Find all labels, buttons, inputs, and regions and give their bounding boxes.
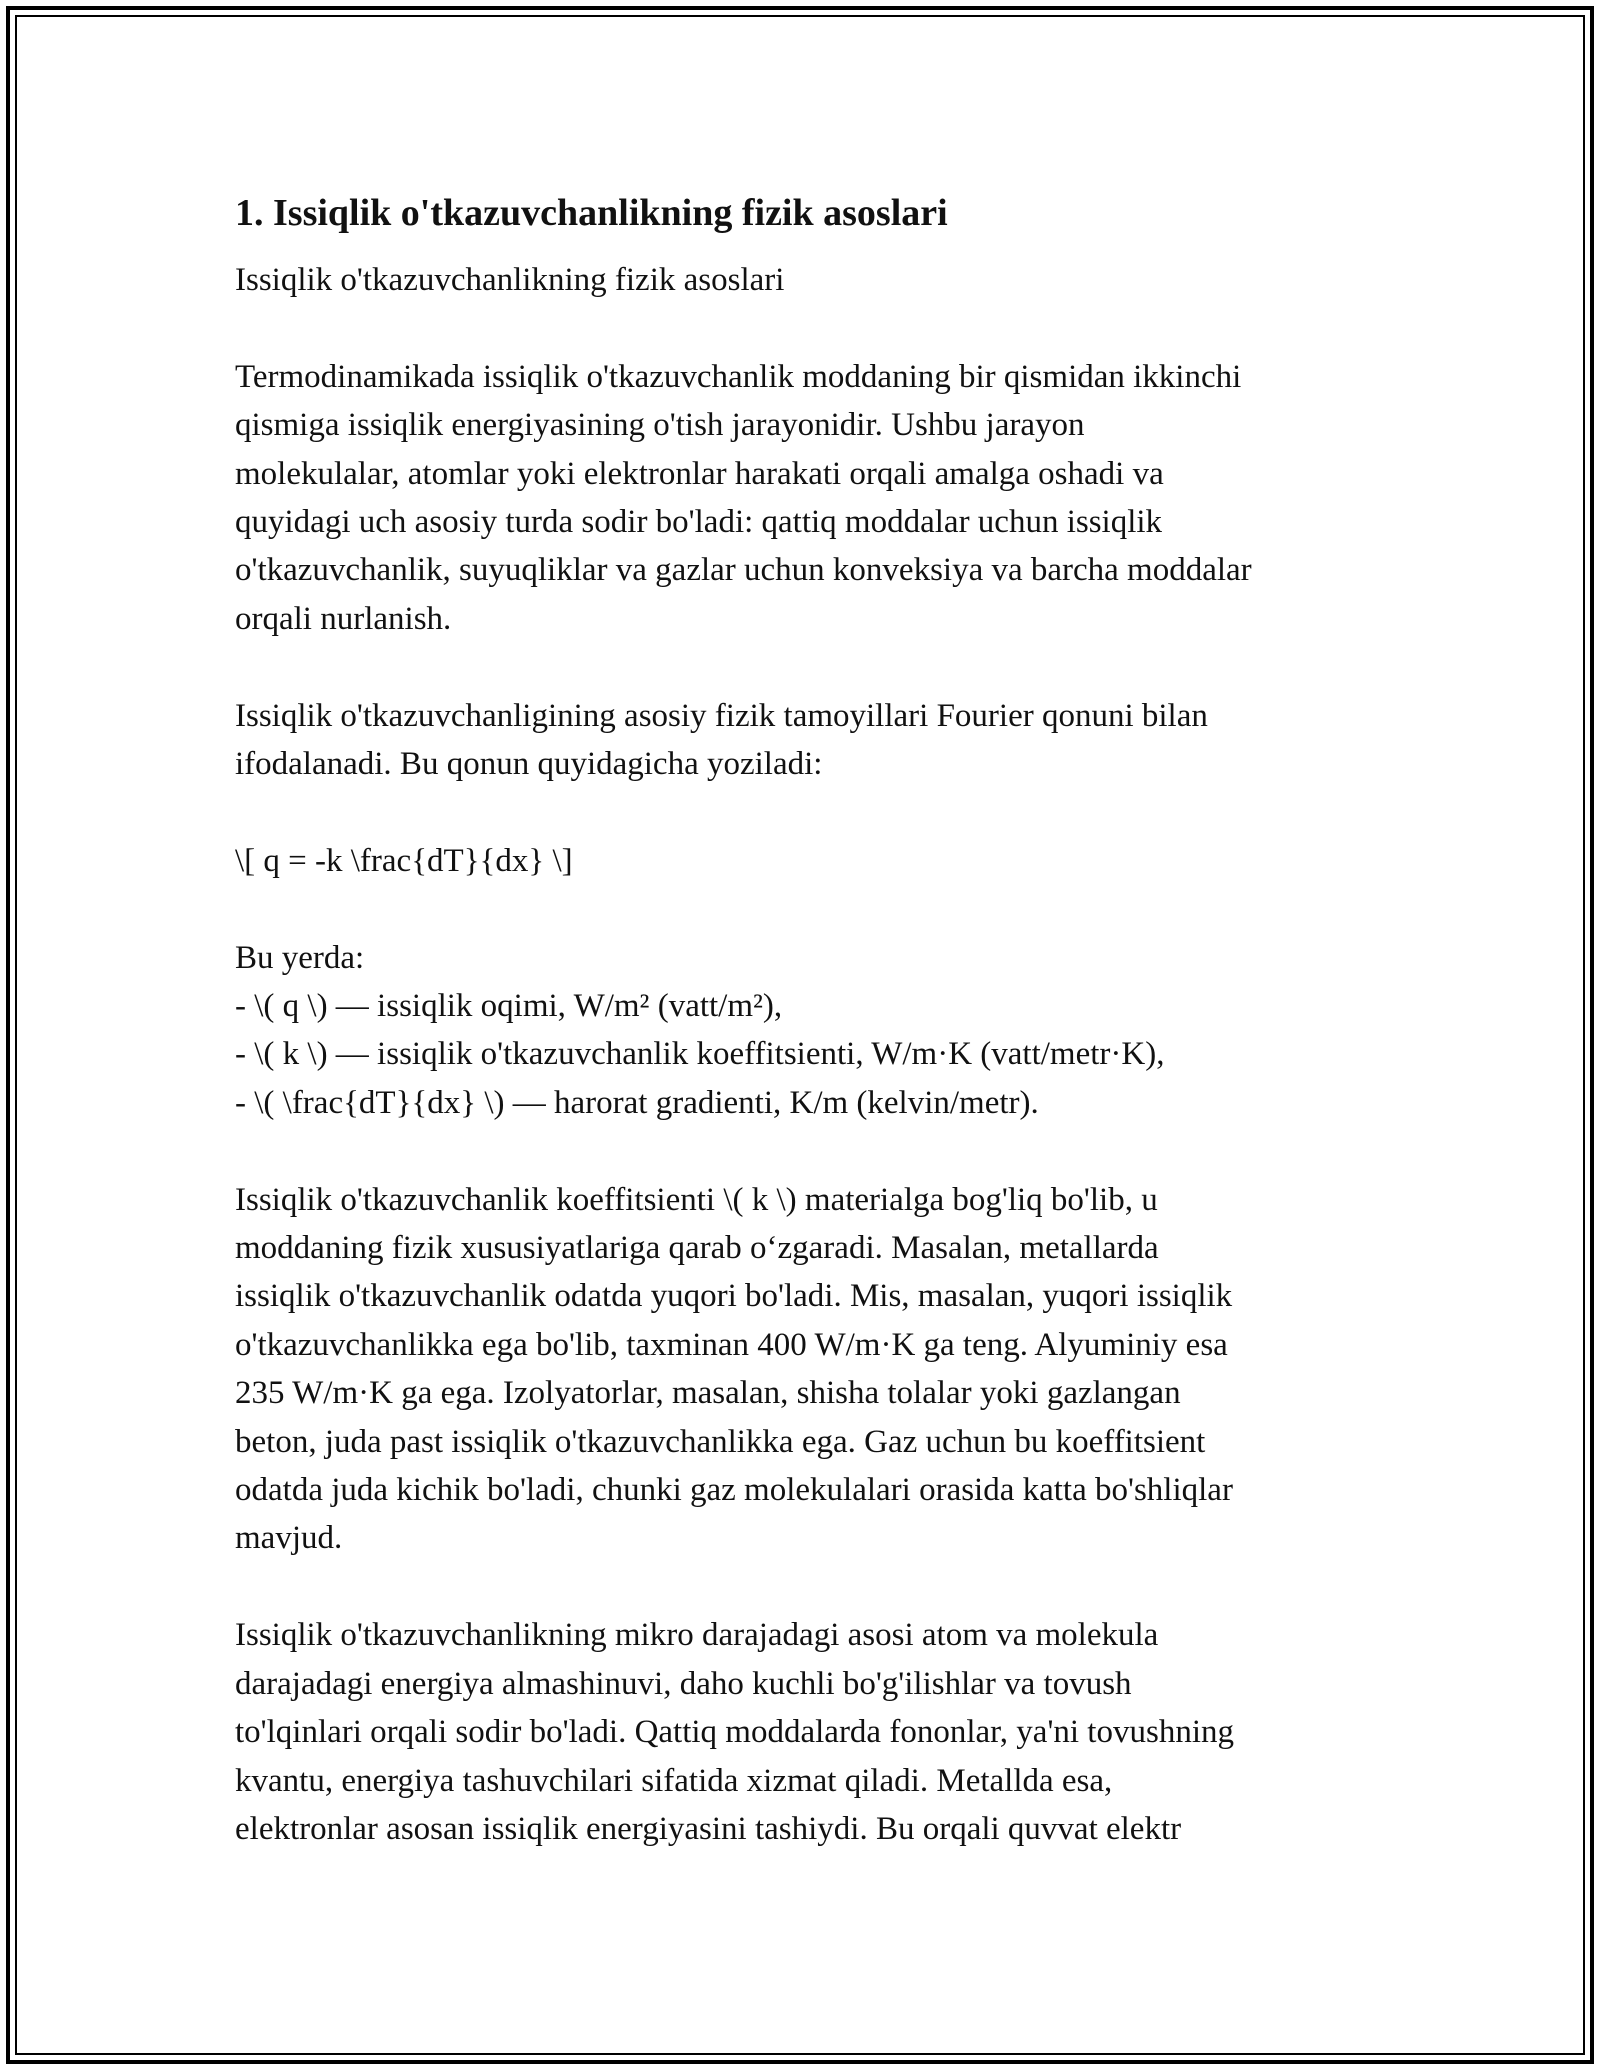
text-line: Issiqlik o'tkazuvchanligining asosiy fizik tamoyillari Fourier qonuni bilan [235,697,1208,734]
text-line: kvantu, energiya tashuvchilari sifatida xizmat qiladi. Metallda esa, [235,1762,1113,1799]
text-line: - \( \frac{dT}{dx} \) — harorat gradienti, K/m (kelvin/metr). [235,1084,1039,1121]
text-line: darajadagi energiya almashinuvi, daho kuchli bo'g'ilishlar va tovush [235,1665,1132,1702]
text-line: qismiga issiqlik energiyasining o'tish jarayonidir. Ushbu jarayon [235,407,1085,444]
text-line: molekulalar, atomlar yoki elektronlar harakati orqali amalga oshadi va [235,455,1164,492]
text-line: mavjud. [235,1520,343,1557]
text-line: - \( k \) — issiqlik o'tkazuvchanlik koeffitsienti, W/m·K (vatt/metr·K), [235,1036,1165,1073]
text-line [235,788,1395,836]
text-line: Issiqlik o'tkazuvchanlikning fizik asoslari [235,262,785,298]
text-line [235,1127,1395,1175]
text-line: ifodalanadi. Bu qonun quyidagicha yoziladi: [235,746,823,783]
text-line: Bu yerda: [235,939,365,976]
text-line: moddaning fizik xususiyatlariga qarab oʻzgaradi. Masalan, metallarda [235,1230,1159,1267]
section-heading: 1. Issiqlik o'tkazuvchanlikning fizik asoslari [235,192,948,234]
text-line [235,1563,1395,1611]
text-line: orqali nurlanish. [235,600,452,637]
text-line [235,885,1395,933]
text-line: - \( q \) — issiqlik oqimi, W/m² (vatt/m²), [235,988,783,1025]
text-line: quyidagi uch asosiy turda sodir bo'ladi: qattiq moddalar uchun issiqlik [235,504,1163,541]
text-lines [235,256,1395,1853]
text-line: Issiqlik o'tkazuvchanlik koeffitsienti \( k \) materialga bog'liq bo'lib, u [235,1181,1158,1218]
text-line: \[ q = -k \frac{dT}{dx} \] [235,842,573,879]
text-line: issiqlik o'tkazuvchanlik odatda yuqori bo'ladi. Mis, masalan, yuqori issiqlik [235,1278,1233,1315]
text-line: elektronlar asosan issiqlik energiyasini tashiydi. Bu orqali quvvat elektr [235,1810,1182,1847]
text-line: o'tkazuvchanlikka ega bo'lib, taxminan 400 W/m·K ga teng. Alyuminiy esa [235,1326,1228,1363]
text-line: odatda juda kichik bo'ladi, chunki gaz molekulalari orasida katta bo'shliqlar [235,1472,1233,1509]
text-line [235,304,1395,352]
text-line: o'tkazuvchanlik, suyuqliklar va gazlar uchun konveksiya va barcha moddalar [235,552,1252,589]
text-line: beton, juda past issiqlik o'tkazuvchanlikka ega. Gaz uchun bu koeffitsient [235,1423,1206,1460]
text-line: Termodinamikada issiqlik o'tkazuvchanlik moddaning bir qismidan ikkinchi [235,358,1242,395]
document-body [235,186,1395,1853]
text-line: to'lqinlari orqali sodir bo'ladi. Qattiq moddalarda fononlar, ya'ni tovushning [235,1714,1234,1751]
text-line: Issiqlik o'tkazuvchanlikning mikro darajadagi asosi atom va molekula [235,1617,1159,1654]
text-line [235,643,1395,691]
text-line: 235 W/m·K ga ega. Izolyatorlar, masalan, shisha tolalar yoki gazlangan [235,1375,1181,1412]
